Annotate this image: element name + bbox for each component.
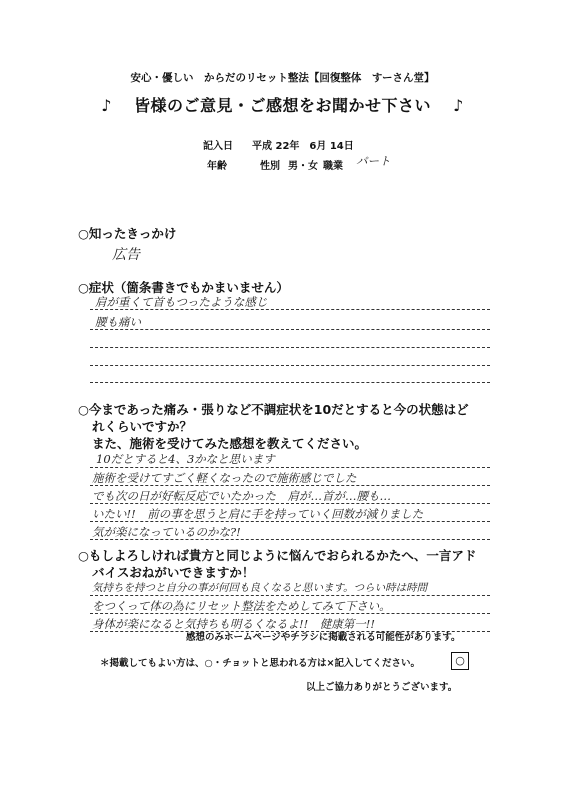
answer-rule	[90, 539, 490, 540]
q2-label: ○症状（箇条書きでもかまいません）	[78, 280, 289, 295]
q3-line: いたい!! 前の事を思うと肩に手を持っていく回数が減りました	[92, 507, 424, 521]
q4-label-line2: バイスおねがいできますか！	[92, 565, 255, 580]
job-label: 職業	[323, 161, 343, 172]
answer-rule	[90, 467, 490, 468]
q2-line: 腰も痛い	[95, 315, 141, 329]
thanks-text: 以上ご協力ありがとうございます。	[306, 682, 458, 693]
answer-rule	[90, 521, 490, 522]
q4-label-line1: ○もしよろしければ貴方と同じように悩んでおられるかたへ、一言アド	[78, 548, 477, 563]
answer-rule	[90, 485, 490, 486]
q3-line: 10だとすると4、3かなと思います	[96, 452, 275, 466]
date-label: 記入日	[203, 141, 233, 152]
date-value: 平成 22年 6月 14日	[252, 141, 354, 152]
consent-box[interactable]: ○	[451, 652, 469, 670]
music-note-icon: ♪	[101, 96, 112, 115]
q3-line: 気が楽になっているのかな?!	[92, 525, 241, 539]
q3-label-line1: ○今まであった痛み・張りなど不調症状を10だとすると今の状態はど	[78, 402, 469, 417]
sex-value: 男・女	[288, 161, 318, 172]
title-text: 皆様のご意見・ご感想をお聞かせ下さい	[133, 96, 431, 115]
answer-rule	[90, 329, 490, 330]
answer-rule	[90, 613, 490, 614]
answer-rule	[90, 309, 490, 310]
q4-line: 身体が楽になると気持ちも明るくなるよ!! 健康第一!!	[92, 617, 375, 631]
q1-label: ○知ったきっかけ	[78, 226, 177, 241]
music-note-icon: ♪	[453, 96, 464, 115]
answer-rule	[90, 382, 490, 383]
q4-line: 気持ちを持つと自分の事が何回も良くなると思います。つらい時は時間	[92, 582, 428, 594]
answer-rule	[90, 347, 490, 348]
q3-line: 施術を受けてすごく軽くなったので施術感じでした	[92, 471, 357, 485]
answer-rule	[90, 503, 490, 504]
q2-line: 肩が重くて首もつったような感じ	[95, 295, 268, 309]
page-title	[0, 93, 565, 116]
publish-note: 感想のみホームページやチラシに掲載される可能性があります。	[186, 632, 461, 643]
sex-label: 性別	[260, 161, 280, 172]
q3-label-line3: また、施術を受けてみた感想を教えてください。	[92, 436, 368, 451]
answer-rule	[90, 365, 490, 366]
consent-text: ＊掲載してもよい方は、○・チョットと思われる方は×記入してください。	[100, 658, 420, 669]
answer-rule	[90, 595, 490, 596]
job-value: パート	[356, 154, 391, 168]
age-label: 年齢	[207, 161, 227, 172]
q4-line: をつくって体の為にリセット整法をためしてみて下さい。	[92, 599, 391, 613]
clinic-header: 安心・優しい からだのリセット整法【回復整体 すーさん堂】	[130, 72, 435, 84]
q3-label-line2: れくらいですか？	[92, 419, 193, 434]
q1-answer: 広告	[112, 247, 140, 263]
q3-line: でも次の日が好転反応でいたかった 肩が…首が…腰も…	[92, 489, 391, 503]
